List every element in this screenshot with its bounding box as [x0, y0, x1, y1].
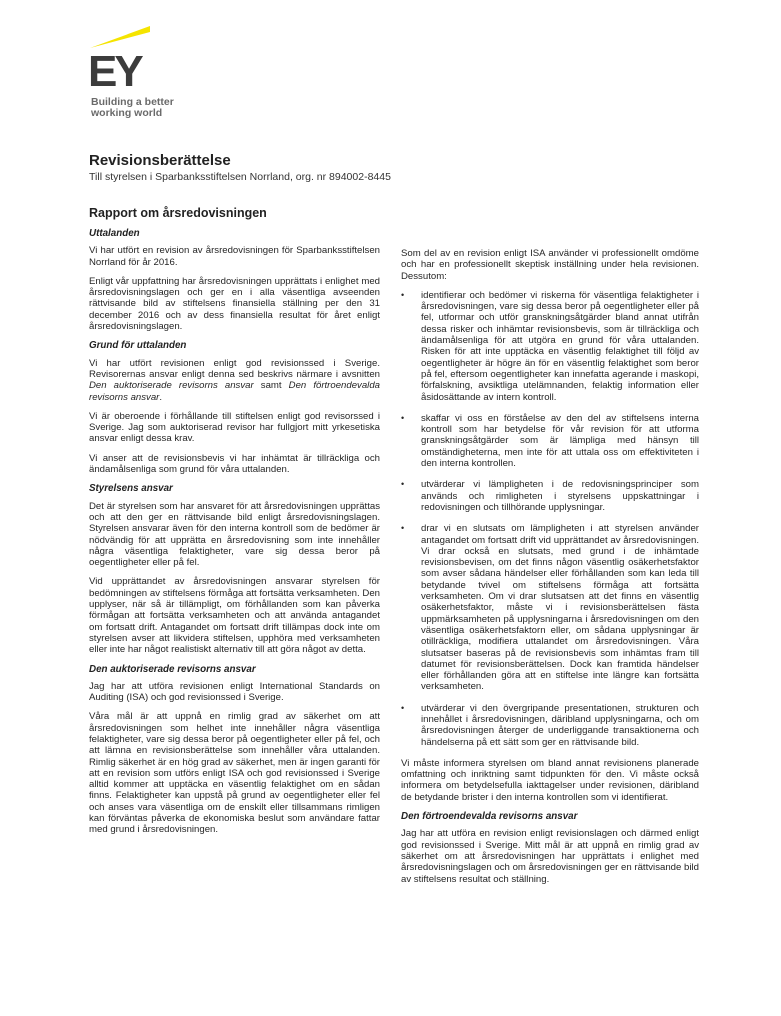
document-subtitle: Till styrelsen i Sparbanksstiftelsen Norrland, org. nr 894002-8445 — [89, 171, 391, 183]
basis-ref-auktoriserade: Den auktoriserade revisorns ansvar — [89, 380, 254, 392]
paragraph-elected-auditor: Jag har att utföra en revision enligt revisionslagen och därmed enligt god revisionssed i Sverige. Mitt mål är att uppnå en rimlig grad av säkerhet om att årsredovisningen har upprättats i enlighet med årsredovisningslagen och om årsredovisningen ger en rättvisande bild av stiftelsens resultat och ställning. — [401, 828, 699, 885]
document-title: Revisionsberättelse — [89, 152, 231, 169]
list-item — [401, 413, 699, 469]
paragraph-independence: Vi är oberoende i förhållande till stiftelsen enligt god revisorssed i Sverige. Jag som auktoriserad revisor har fullgjort mitt yrkesetiska ansvar enligt dessa krav. — [89, 410, 380, 445]
bullet-icon: • — [401, 702, 405, 713]
basis-ref-fortroendevalda: Den förtroendevalda revisorns ansvar — [89, 380, 380, 403]
paragraph-objectives: Våra mål är att uppnå en rimlig grad av säkerhet om att årsredovisningen som helhet inte innehåller några väsentliga felaktigheter, vare sig dessa beror på oegentligheter eller på fel, och att lämna en revisionsberättelse som innehåller våra uttalanden. Rimlig säkerhet är en hög grad av säkerhet, men är ingen garanti för att en revision som utförs enligt ISA och god revisionssed i Sverige alltid kommer att upptäcka en väsentlig felaktighet om en sådan finns. Felaktigheter kan uppstå på grund av oegentligheter eller fel och anses vara väsentliga om de enskilt eller tillsammans rimligen kan förväntas påverka de ekonomiska beslut som användare fattar med grund i årsredovisningen. — [89, 711, 380, 836]
list-item — [401, 703, 699, 748]
paragraph-board-responsibility: Det är styrelsen som har ansvaret för att årsredovisningen upprättas och att den ger en rättvisande bild enligt årsredovisningslagen. Styrelsen ansvarar även för den interna kontroll som de bedömer är nödvändig för att upprätta en årsredovisning som inte innehåller några väsentliga felaktigheter, vare sig dessa beror på oegentligheter eller på fel. — [89, 500, 380, 569]
ey-tagline — [91, 97, 174, 119]
bullet-icon: • — [401, 289, 405, 300]
paragraph-evidence: Vi anser att de revisionsbevis vi har inhämtat är tillräckliga och ändamålsenliga som grund för våra uttalanden. — [89, 452, 380, 476]
list-item-text: drar vi en slutsats om lämpligheten i att styrelsen använder antagandet om fortsatt drift vid upprättandet av årsredovisningen. Vi drar också en slutsats, med grund i de inhämtade revisionsbevisen, om det finns någon väsentlig osäkerhetsfaktor som avser sådana händelser eller förhållanden som kan leda till betydande tvivel om stiftelsens förmåga att fortsätta verksamheten. Om vi drar slutsatsen att det finns en väsentlig osäkerhetsfaktor, måste vi i revisionsberättelsen fästa uppmärksamheten på upplysningarna i årsredovisningen om den väsentliga osäkerhetsfaktorn eller, om sådana upplysningar är otillräckliga, modifiera uttalandet om årsredovisningen. Våra slutsatser baseras på de revisionsbevis som inhämtas fram till datumet för revisionsberättelsen. Dock kan framtida händelser eller förhållanden göra att en stiftelse inte längre kan fortsätta verksamheten. — [421, 523, 699, 693]
section-title: Rapport om årsredovisningen — [89, 206, 267, 220]
list-item-text: utvärderar vi lämpligheten i de redovisningsprinciper som används och rimligheten i styrelsens uppskattningar i redovisningen och tillhörande upplysningar. — [421, 479, 699, 513]
bullet-icon: • — [401, 479, 405, 490]
tagline-line-2: working world — [91, 107, 163, 119]
paragraph-communication: Vi måste informera styrelsen om bland annat revisionens planerade omfattning och inriktning samt tidpunkten för den. Vi måste också informera om betydelsefulla iakttagelser under revisionen, däribland de betydande brister i den interna kontrollen som vi identifierat. — [401, 757, 699, 803]
right-column — [401, 248, 699, 893]
list-item-text: skaffar vi oss en förståelse av den del av stiftelsens interna kontroll som har betydelse för vår revision för att utforma granskningsåtgärder som är lämpliga med hänsyn till omständigheterna, men inte för att uttala oss om effektiviteten i den interna kontrollen. — [421, 412, 699, 470]
paragraph-basis — [89, 358, 380, 403]
list-item — [401, 479, 699, 513]
bullet-icon: • — [401, 523, 405, 534]
basis-text-2: samt — [253, 380, 289, 392]
ey-logo — [88, 24, 208, 124]
paragraph-going-concern: Vid upprättandet av årsredovisningen ansvarar styrelsen för bedömningen av stiftelsens förmåga att fortsätta verksamheten. Den upplyser, när så är tillämpligt, om förhållanden som kan påverka förmågan att fortsätta verksamheten och att använda antagandet om fortsatt drift. Antagandet om fortsatt drift tillämpas dock inte om styrelsen avser att likvidera stiftelsen, upphöra med verksamheten eller inte har något realistiskt alternativ till att göra något av detta. — [89, 576, 380, 656]
heading-fortroendevalda-revisor: Den förtroendevalda revisorns ansvar — [401, 811, 578, 823]
list-item-text: identifierar och bedömer vi riskerna för väsentliga felaktigheter i årsredovisningen, vare sig dessa beror på oegentligheter eller på fel, utformar och utför granskningsåtgärder bland annat utifrån dessa risker och inhämtar revisionsbevis, som är tillräckliga och ändamålsenliga för att utgöra en grund för våra uttalanden. Risken för att inte upptäcka en väsentlig felaktighet till följd av oegentligheter är högre än för en väsentlig felaktighet som beror på fel, eftersom oegentligheter kan innefatta agerande i maskopi, förfalskning, avsiktliga utelämnanden, felaktig information eller åsidosättande av intern kontroll. — [421, 289, 699, 403]
paragraph-professional-judgement: Som del av en revision enligt ISA använder vi professionellt omdöme och har en professionellt skeptisk inställning under hela revisionen. Dessutom: — [401, 248, 699, 282]
paragraph-isa: Jag har att utföra revisionen enligt International Standards on Auditing (ISA) och god revisionssed i Sverige. — [89, 680, 380, 704]
ey-logo-mark — [88, 24, 198, 94]
list-item-text: utvärderar vi den övergripande presentationen, strukturen och innehållet i årsredovisningen, däribland upplysningarna, och om årsredovisningen återger de underliggande transaktionerna och händelserna på ett sätt som ger en rättvisande bild. — [421, 702, 699, 748]
ey-logo-beam — [90, 26, 150, 48]
paragraph-opinion: Enligt vår uppfattning har årsredovisningen upprättats i enlighet med årsredovisningslagen och ger en i alla väsentliga avseenden rättvisande bild av stiftelsens finansiella ställning per den 31 december 2016 och av dess finansiella resultat för året enligt årsredovisningslagen. — [89, 275, 380, 333]
heading-styrelsens-ansvar: Styrelsens ansvar — [89, 483, 173, 495]
basis-text-3: . — [159, 391, 163, 403]
heading-grund: Grund för uttalanden — [89, 340, 187, 352]
list-item — [401, 523, 699, 692]
bullet-icon: • — [401, 412, 405, 423]
paragraph-revision-scope: Vi har utfört en revision av årsredovisningen för Sparbanksstiftelsen Norrland för år 2016. — [89, 245, 380, 268]
basis-text-1: Vi har utfört revisionen enligt god revisionssed i Sverige. Revisorernas ansvar enligt denna sed beskrivs närmare i avsnitten — [89, 357, 380, 380]
tagline-line-1: Building a better — [91, 96, 174, 108]
heading-auktoriserade-revisor: Den auktoriserade revisorns ansvar — [89, 663, 256, 675]
ey-logo-text: EY — [88, 47, 141, 94]
list-item — [401, 290, 699, 403]
left-column — [89, 228, 380, 844]
audit-procedures-list — [401, 290, 699, 748]
heading-uttalanden: Uttalanden — [89, 228, 140, 239]
